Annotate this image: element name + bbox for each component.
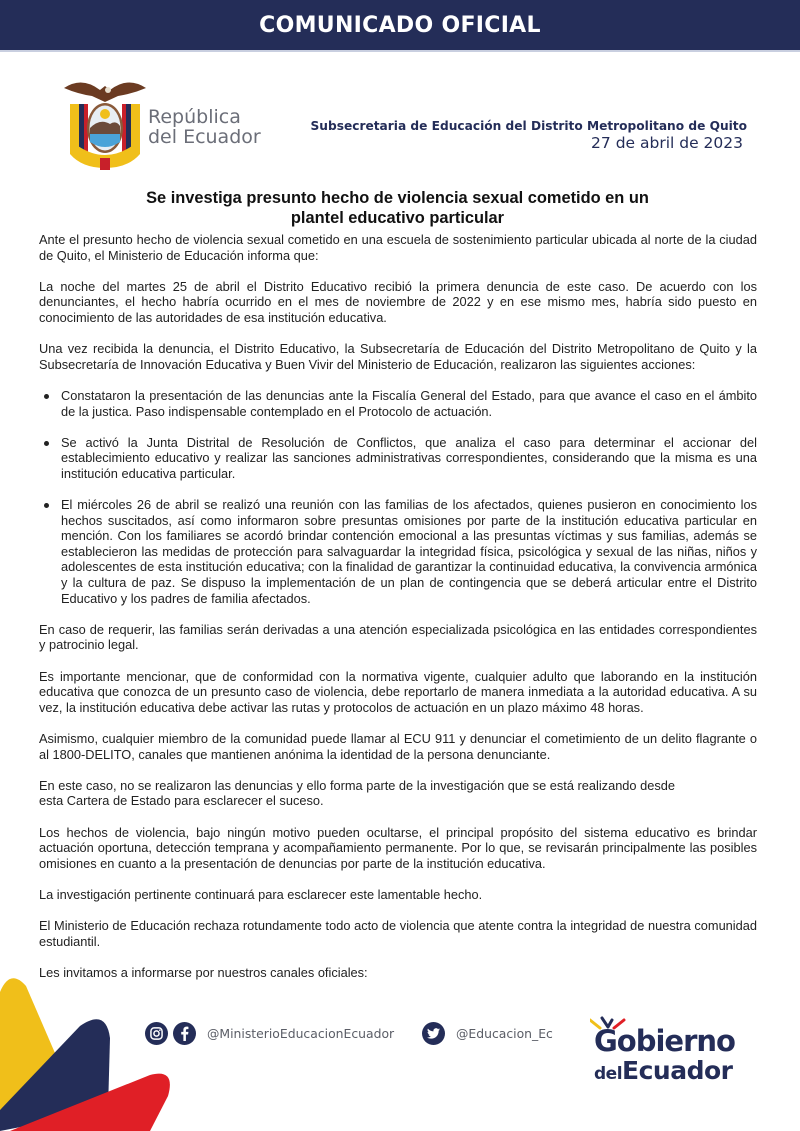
paragraph-ecu911: Asimismo, cualquier miembro de la comunidad puede llamar al ECU 911 y denunciar el cometimiento de un delito flagrante o al 1800-DELITO, canales que mantienen anónima la identidad de la persona denunciante. [39,731,757,762]
paragraph-invitation: Les invitamos a informarse por nuestros canales oficiales: [39,964,368,980]
list-item-text: Se activó la Junta Distrital de Resolución de Conflictos, que analiza el caso para determinar el accionar del establecimiento educativo y realizar las sanciones administrativas correspondientes, considerando que la misma es una institución educativa particular. [61,434,757,481]
banner-title: COMUNICADO OFICIAL [259,12,541,38]
social-facebook-instagram [145,1021,394,1045]
gobierno-ecuador-logo [588,1016,758,1094]
paragraph-actions-intro: Una vez recibida la denuncia, el Distrito Educativo, la Subsecretaría de Educación del Distrito Metropolitano de Quito y la Subsecretaría de Innovación Educativa y Buen Vivir del Ministerio de Educación, realizaron las siguientes acciones: [39,341,757,372]
brand-line-2 [594,1058,733,1087]
paragraph-psych-support: En caso de requerir, las familias serán derivadas a una atención especializada psicológica en las entidades correspondientes y patrocinio legal. [39,621,757,653]
brand-del: del [594,1064,623,1084]
facebook-icon[interactable] [173,1022,196,1045]
decorative-flag-shapes [0,960,180,1131]
paragraph-violence: Los hechos de violencia, bajo ningún motivo pueden ocultarse, el principal propósito del sistema educativo es brindar actuación oportuna, detección temprana y acompañamiento permanente. Por lo que, se revisarán principalmente las posibles omisiones en cuanto a la presentación de denuncias por parte de la institución educativa. [39,824,757,871]
bullet-icon [44,441,49,446]
republica-logo-text [148,107,261,147]
paragraph-no-denuncias [39,778,757,809]
twitter-handle[interactable]: @Educacion_Ec [456,1025,553,1041]
instagram-icon[interactable] [145,1022,168,1045]
headline-line-1: Se investiga presunto hecho de violencia sexual cometido en un [146,189,649,207]
paragraph-investigation: La investigación pertinente continuará para esclarecer este lamentable hecho. [39,886,483,902]
paragraph-intro: Ante el presunto hecho de violencia sexual cometido en una escuela de sostenimiento particular ubicada al norte de la ciudad de Quito, el Ministerio de Educación informa que: [39,232,757,263]
logo-line-2: del Ecuador [148,126,261,148]
headline-line-2: plantel educativo particular [290,209,505,227]
document-headline [100,188,695,228]
paragraph-rejection: El Ministerio de Educación rechaza rotundamente todo acto de violencia que atente contra la integridad de nuestra comunidad estudiantil. [39,918,757,949]
twitter-icon[interactable] [422,1022,445,1045]
list-item [39,497,757,606]
social-twitter [422,1021,553,1045]
department-name: Subsecretaria de Educación del Distrito Metropolitano de Quito [310,119,747,133]
document-date: 27 de abril de 2023 [591,134,743,152]
logo-line-1: República [148,106,241,128]
paragraph-complaint: La noche del martes 25 de abril el Distrito Educativo recibió la primera denuncia de este caso. De acuerdo con los denunciantes, el hecho habría ocurrido en el mes de noviembre de 2022 y en ese mismo mes, habría sido puesto en conocimiento de las autoridades de esa institución educativa. [39,278,757,325]
brand-line-1: Gobierno [594,1024,735,1058]
list-item [39,435,757,482]
list-item-text: Constataron la presentación de las denuncias ante la Fiscalía General del Estado, para que avance el caso en el ámbito de la justica. Paso indispensable contemplado en el Protocolo de actuación. [61,387,757,419]
coat-of-arms-icon [62,76,148,172]
facebook-instagram-handle[interactable]: @MinisterioEducacionEcuador [207,1025,395,1041]
list-item [39,388,757,419]
brand-ecuador: Ecuador [622,1056,733,1085]
header-banner [0,0,800,52]
list-item-text: El miércoles 26 de abril se realizó una reunión con las familias de los afectados, quienes pusieron en conocimiento los hechos suscitados, así como informaron sobre presuntas omisiones por parte de la institución educativa particular en mención. Con los familiares se acordó brindar contención emocional a las presuntas víctimas y sus familias, además se establecieron las medidas de protección para salvaguardar la integridad física, psicológica y sexual de las niñas, niños y adolescentes de esta institución educativa; con la finalidad de garantizar la continuidad educativa, la convivencia armónica y la cultura de paz. Se dispuso la implementación de un plan de contingencia que se deberá articular entre el Distrito Educativo y los padres de familia afectados. [61,497,757,606]
paragraph-line-2: esta Cartera de Estado para esclarecer el suceso. [39,793,324,809]
paragraph-line-1: En este caso, no se realizaron las denuncias y ello forma parte de la investigación que se está realizando desde [39,777,675,793]
actions-list [39,388,757,606]
bullet-icon [44,503,49,508]
paragraph-normativa: Es importante mencionar, que de conformidad con la normativa vigente, cualquier adulto que laborando en la institución educativa que conozca de un presunto caso de violencia, debe reportarlo de manera inmediata a la autoridad educativa. A su vez, la institución educativa debe activar las rutas y protocolos de actuación en un plazo máximo 48 horas. [39,668,757,715]
document-body [39,232,757,996]
bullet-icon [44,394,49,399]
